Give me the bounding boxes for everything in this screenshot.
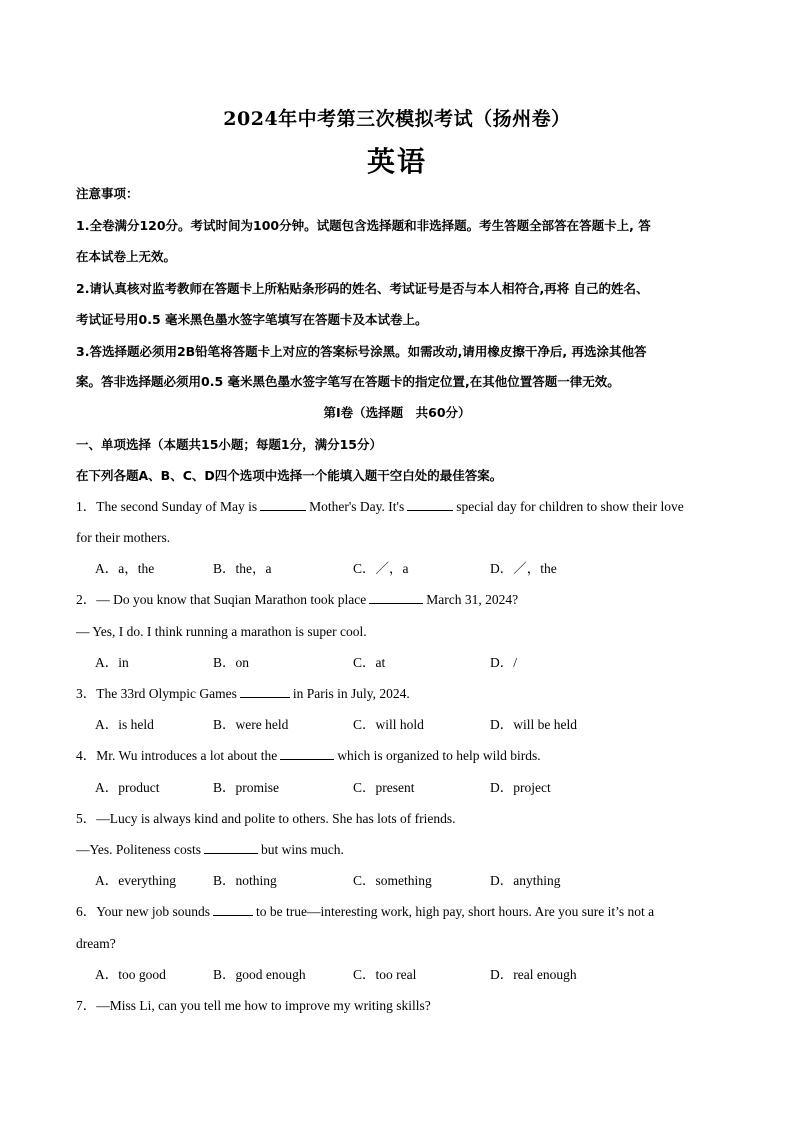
question-text: —Yes. Politeness costs xyxy=(76,842,202,857)
option-a: A．everything xyxy=(95,873,176,888)
option-d: D．／，the xyxy=(490,561,557,576)
question-text: but wins much. xyxy=(261,842,344,857)
option-b: B．the，a xyxy=(213,561,272,576)
option-c: C．at xyxy=(353,655,386,670)
option-d: D．real enough xyxy=(490,967,577,982)
question-2-reply: — Yes, I do. I think running a marathon is super cool. xyxy=(76,624,367,639)
question-7: 7．—Miss Li, can you tell me how to improve my writing skills? xyxy=(76,998,431,1013)
question-4 xyxy=(76,746,718,766)
exam-title: 2024年中考第三次模拟考试（扬州卷） xyxy=(223,108,571,130)
option-a: A．in xyxy=(95,655,129,670)
question-1-continued: for their mothers. xyxy=(76,530,171,545)
notice-line: 1.全卷满分120分。考试时间为100分钟。试题包含选择题和非选择题。考生答题全部答在答题卡上, 答 xyxy=(76,218,651,233)
option-c: C．present xyxy=(353,780,415,795)
question-2 xyxy=(76,590,718,610)
question-text: in Paris in July, 2024. xyxy=(292,686,410,701)
question-3 xyxy=(76,684,718,704)
question-text: 1．The second Sunday of May is xyxy=(76,499,258,514)
answer-blank xyxy=(213,902,253,916)
answer-blank xyxy=(407,497,453,511)
question-6-continued: dream? xyxy=(76,936,116,951)
option-b: B．good enough xyxy=(213,967,306,982)
option-a: A．product xyxy=(95,780,160,795)
answer-blank xyxy=(240,684,290,698)
question-text: Mother's Day. It's xyxy=(309,499,405,514)
question-text: March 31, 2024? xyxy=(426,592,519,607)
option-a: A．too good xyxy=(95,967,166,982)
section-heading: 一、单项选择（本题共15小题；每题1分，满分15分） xyxy=(76,437,382,452)
question-1 xyxy=(76,497,718,517)
question-text: 2．— Do you know that Suqian Marathon took place xyxy=(76,592,367,607)
notice-line: 2.请认真核对监考教师在答题卡上所粘贴条形码的姓名、考试证号是否与本人相符合,再将 自己的姓名、 xyxy=(76,281,649,296)
option-c: C．will hold xyxy=(353,717,424,732)
option-d: D．anything xyxy=(490,873,561,888)
option-b: B．on xyxy=(213,655,250,670)
question-text: 6．Your new job sounds xyxy=(76,904,211,919)
option-d: D．project xyxy=(490,780,551,795)
option-d: D．will be held xyxy=(490,717,577,732)
notice-line: 案。答非选择题必须用0.5 毫米黑色墨水签字笔写在答题卡的指定位置,在其他位置答题一律无效。 xyxy=(76,374,620,389)
answer-blank xyxy=(204,840,258,854)
option-c: C．／，a xyxy=(353,561,409,576)
subject-title: 英语 xyxy=(366,145,427,178)
part-title: 第Ⅰ卷（选择题 共60分） xyxy=(323,405,471,420)
notice-line: 考试证号用0.5 毫米黑色墨水签字笔填写在答题卡及本试卷上。 xyxy=(76,312,428,327)
section-instruction: 在下列各题A、B、C、D四个选项中选择一个能填入题干空白处的最佳答案。 xyxy=(76,468,503,483)
option-c: C．something xyxy=(353,873,432,888)
question-text: special day for children to show their love xyxy=(456,499,684,514)
option-a: A．a，the xyxy=(95,561,155,576)
question-5-reply xyxy=(76,840,718,860)
question-text: which is organized to help wild birds. xyxy=(337,748,541,763)
question-text: 4．Mr. Wu introduces a lot about the xyxy=(76,748,278,763)
answer-blank xyxy=(369,590,423,604)
option-b: B．promise xyxy=(213,780,279,795)
answer-blank xyxy=(260,497,306,511)
question-text: 3．The 33rd Olympic Games xyxy=(76,686,237,701)
question-text: to be true—interesting work, high pay, short hours. Are you sure it’s not a xyxy=(256,904,655,919)
answer-blank xyxy=(280,746,334,760)
option-a: A．is held xyxy=(95,717,154,732)
question-6 xyxy=(76,902,718,922)
question-5: 5．—Lucy is always kind and polite to others. She has lots of friends. xyxy=(76,811,456,826)
notice-heading: 注意事项： xyxy=(76,186,139,201)
option-b: B．were held xyxy=(213,717,289,732)
option-c: C．too real xyxy=(353,967,417,982)
option-d: D．/ xyxy=(490,655,517,670)
notice-line: 在本试卷上无效。 xyxy=(76,249,177,264)
option-b: B．nothing xyxy=(213,873,277,888)
notice-line: 3.答选择题必须用2B铅笔将答题卡上对应的答案标号涂黑。如需改动,请用橡皮擦干净后, 再选涂其他答 xyxy=(76,344,647,359)
